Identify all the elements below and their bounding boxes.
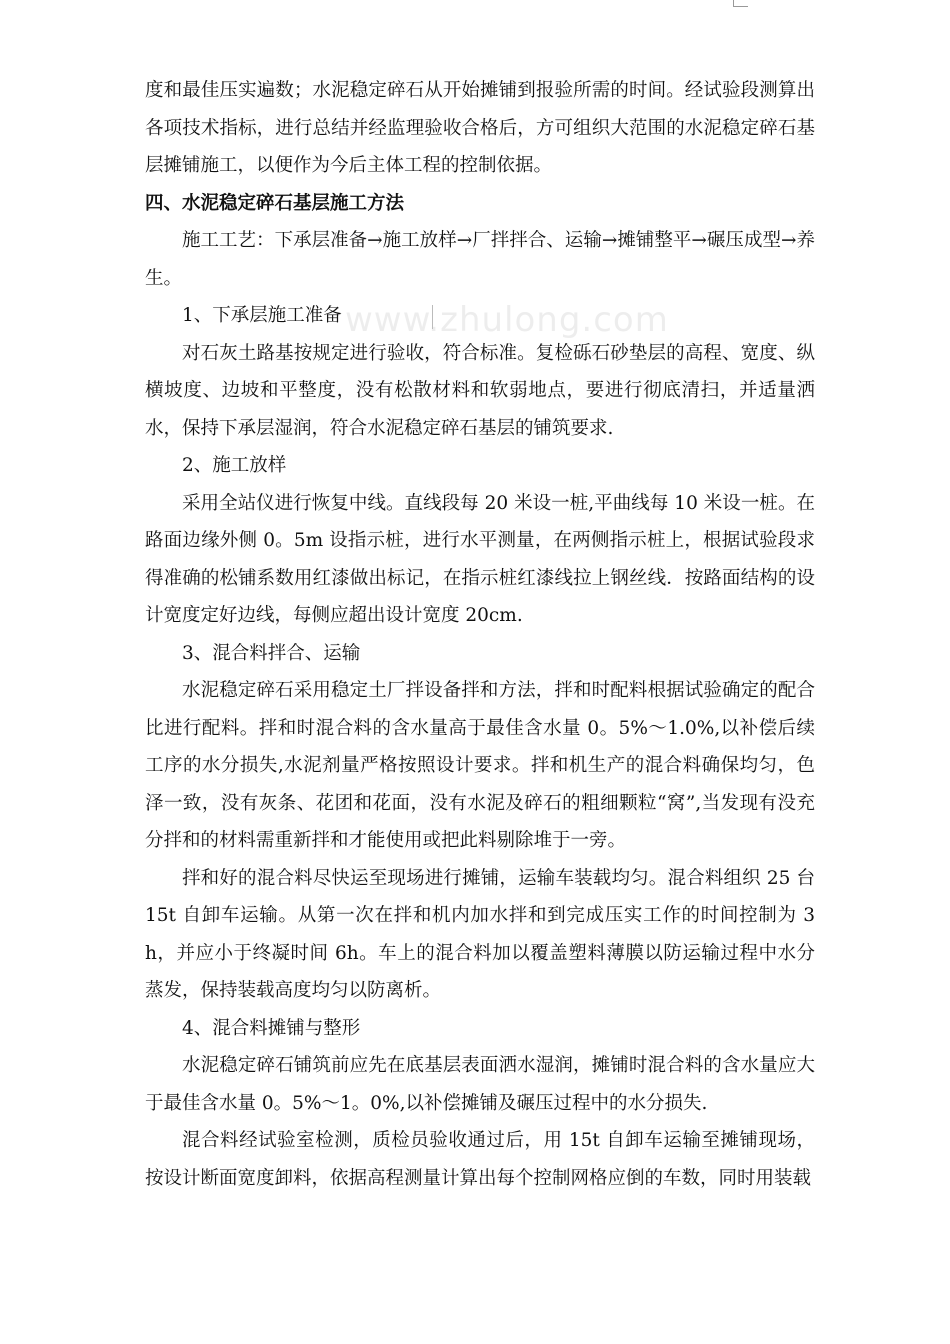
section-heading-4: 四、水泥稳定碎石基层施工方法 [145, 192, 405, 214]
subheading-1: 1、下承层施工准备 [182, 305, 342, 326]
paragraph-subgrade-prep: 对石灰土路基按规定进行验收，符合标准。复检砾石砂垫层的高程、宽度、纵横坡度、边坡和平整度，没有松散材料和软弱地点，要进行彻底清扫，并适量洒水，保持下承层湿润，符合水泥稳定碎石基层的铺筑要求. [145, 342, 815, 439]
paragraph-mixing: 水泥稳定碎石采用稳定土厂拌设备拌和方法，拌和时配料根据试验确定的配合比进行配料。拌和时混合料的含水量高于最佳含水量 0。5%～1.0%,以补偿后续工序的水分损失,水泥剂量严格按照设计要求。拌和机生产的混合料确保均匀，色泽一致，没有灰条、花团和花面，没有水泥及碎石的粗细颗粒“窝”,当发现有没充分拌和的材料需重新拌和才能使用或把此料剔除堆于一旁。 [145, 680, 815, 851]
paragraph-intro-continuation: 度和最佳压实遍数；水泥稳定碎石从开始摊铺到报验所需的时间。经试验段测算出各项技术指标，进行总结并经监理验收合格后，方可组织大范围的水泥稳定碎石基层摊铺施工，以便作为今后主体工程的控制依据。 [145, 80, 815, 176]
paragraph-staking: 采用全站仪进行恢复中线。直线段每 20 米设一桩,平曲线每 10 米设一桩。在路面边缘外侧 0。5m 设指示桩，进行水平测量，在两侧指示桩上，根据试验段求得准确的松铺系数用红漆做出标记，在指示桩红漆线拉上钢丝线．按路面结构的设计宽度定好边线，每侧应超出设计宽度 20cm. [145, 492, 815, 626]
paragraph-paving-unloading: 混合料经试验室检测，质检员验收通过后，用 15t 自卸车运输至摊铺现场，按设计断面宽度卸料，依据高程测量计算出每个控制网格应倒的车数，同时用装载 [145, 1130, 815, 1189]
watermark-text: www.zhulong.com [345, 300, 669, 340]
page-corner-mark [733, 0, 748, 7]
subheading-2: 2、施工放样 [182, 455, 287, 476]
paragraph-transport: 拌和好的混合料尽快运至现场进行摊铺，运输车装载均匀。混合料组织 25 台 15t 自卸车运输。从第一次在拌和机内加水拌和到完成压实工作的时间控制为 3h，并应小于终凝时间 6h。车上的混合料加以覆盖塑料薄膜以防运输过程中水分蒸发，保持装载高度均匀以防离析。 [145, 867, 815, 1001]
paragraph-paving-moisture: 水泥稳定碎石铺筑前应先在底基层表面洒水湿润，摊铺时混合料的含水量应大于最佳含水量 0。5%～1。0%,以补偿摊铺及碾压过程中的水分损失. [145, 1055, 815, 1114]
subheading-4: 4、混合料摊铺与整形 [182, 1017, 361, 1039]
document-body [145, 72, 815, 1197]
paragraph-process: 施工工艺：下承层准备→施工放样→厂拌拌合、运输→摊铺整平→碾压成型→养生。 [145, 230, 815, 289]
subheading-3: 3、混合料拌合、运输 [182, 642, 361, 664]
